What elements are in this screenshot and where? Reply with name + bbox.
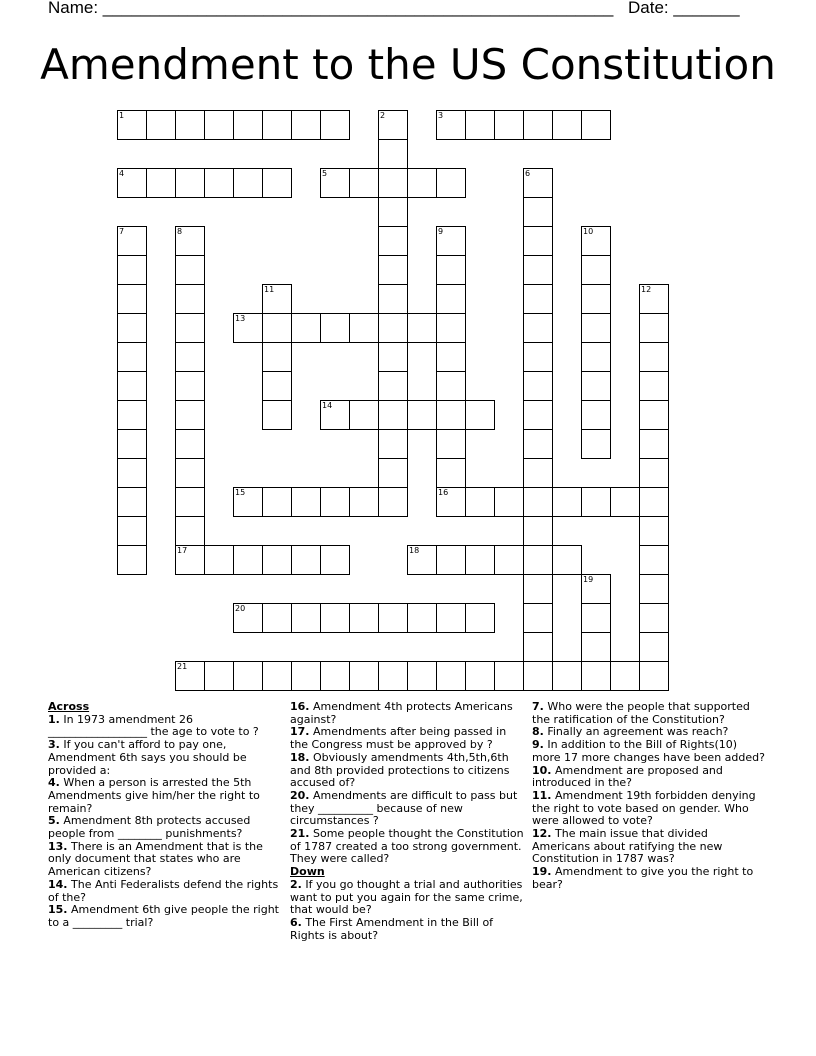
grid-cell[interactable] <box>436 313 466 343</box>
clue-number: 3 <box>438 111 444 120</box>
grid-cell[interactable] <box>204 545 234 575</box>
grid-cell[interactable] <box>552 545 582 575</box>
grid-cell[interactable] <box>378 371 408 401</box>
clue-text: The First Amendment in the Bill of Rights is about? <box>290 915 494 942</box>
clue-item <box>48 904 284 929</box>
clue-text: Amendment 6th give people the right to a _________ trial? <box>48 903 279 929</box>
grid-cell[interactable] <box>523 661 553 691</box>
grid-cell[interactable] <box>523 342 553 372</box>
grid-cell[interactable] <box>523 255 553 285</box>
grid-cell[interactable] <box>378 110 408 140</box>
grid-cell[interactable] <box>320 400 350 430</box>
clue-number-label: 14. <box>48 877 68 891</box>
clue-text: Amendment to give you the right to bear? <box>532 865 754 891</box>
grid-cell[interactable] <box>552 110 582 140</box>
grid-cell[interactable] <box>465 661 495 691</box>
grid-cell[interactable] <box>349 661 379 691</box>
grid-cell[interactable] <box>523 487 553 517</box>
grid-cell[interactable] <box>523 516 553 546</box>
grid-cell[interactable] <box>262 110 292 140</box>
grid-cell[interactable] <box>407 168 437 198</box>
grid-cell[interactable] <box>175 313 205 343</box>
clue-item <box>290 790 526 828</box>
grid-cell[interactable] <box>146 110 176 140</box>
clue-number: 19 <box>583 575 594 584</box>
grid-cell[interactable] <box>291 110 321 140</box>
grid-cell[interactable] <box>610 487 640 517</box>
grid-cell[interactable] <box>407 400 437 430</box>
grid-cell[interactable] <box>117 371 147 401</box>
clue-item <box>48 777 284 815</box>
clue-item <box>532 790 768 828</box>
grid-cell[interactable] <box>552 487 582 517</box>
clue-number: 10 <box>583 227 594 236</box>
grid-cell[interactable] <box>639 284 669 314</box>
grid-cell[interactable] <box>175 400 205 430</box>
clue-text: The main issue that divided Americans about ratifying the new Constitution in 1787 was? <box>532 827 723 866</box>
grid-cell[interactable] <box>117 284 147 314</box>
clue-text: Amendment 19th forbidden denying the right to vote based on gender. Who were allowed to vote? <box>532 788 756 828</box>
grid-cell[interactable] <box>523 371 553 401</box>
grid-cell[interactable] <box>175 661 205 691</box>
clue-number-label: 10. <box>532 763 552 777</box>
clue-number: 21 <box>177 662 188 671</box>
clue-item <box>48 739 284 777</box>
grid-cell[interactable] <box>494 487 524 517</box>
grid-cell[interactable] <box>320 487 350 517</box>
clue-number: 16 <box>438 488 449 497</box>
clue-number-label: 2. <box>290 877 302 891</box>
grid-cell[interactable] <box>233 603 263 633</box>
grid-cell[interactable] <box>146 168 176 198</box>
grid-cell[interactable] <box>320 661 350 691</box>
grid-cell[interactable] <box>378 603 408 633</box>
grid-cell[interactable] <box>378 284 408 314</box>
clue-text: Some people thought the Constitution of 1787 created a too strong government. They were called? <box>290 827 524 866</box>
grid-cell[interactable] <box>581 342 611 372</box>
grid-cell[interactable] <box>349 168 379 198</box>
clues-column-1 <box>48 701 284 930</box>
grid-cell[interactable] <box>320 168 350 198</box>
grid-cell[interactable] <box>581 110 611 140</box>
grid-cell[interactable] <box>436 458 466 488</box>
down-heading: Down <box>290 865 325 879</box>
clue-number-label: 1. <box>48 712 60 726</box>
grid-cell[interactable] <box>117 226 147 256</box>
grid-cell[interactable] <box>407 545 437 575</box>
clue-number-label: 6. <box>290 915 302 929</box>
clue-number-label: 7. <box>532 700 544 713</box>
clue-number: 18 <box>409 546 420 555</box>
grid-cell[interactable] <box>378 255 408 285</box>
grid-cell[interactable] <box>291 545 321 575</box>
grid-cell[interactable] <box>378 400 408 430</box>
grid-cell[interactable] <box>523 197 553 227</box>
grid-cell[interactable] <box>378 661 408 691</box>
clue-item <box>290 917 526 942</box>
grid-cell[interactable] <box>436 400 466 430</box>
name-field-label[interactable]: Name: ______________________________________________________ <box>48 0 614 17</box>
grid-cell[interactable] <box>233 487 263 517</box>
clue-item <box>532 701 768 726</box>
clues-column-2 <box>290 701 526 942</box>
grid-cell[interactable] <box>407 603 437 633</box>
grid-cell[interactable] <box>349 487 379 517</box>
grid-cell[interactable] <box>233 168 263 198</box>
grid-cell[interactable] <box>175 429 205 459</box>
clue-text: In addition to the Bill of Rights(10) more 17 more changes have been added? <box>532 738 765 764</box>
clue-number: 9 <box>438 227 444 236</box>
grid-cell[interactable] <box>175 545 205 575</box>
grid-cell[interactable] <box>581 603 611 633</box>
grid-cell[interactable] <box>581 371 611 401</box>
clue-number-label: 5. <box>48 814 60 828</box>
clue-text: Amendment 8th protects accused people from ________ punishments? <box>48 814 251 841</box>
clue-text: Amendments after being passed in the Congress must be approved by ? <box>290 725 507 752</box>
grid-cell[interactable] <box>233 313 263 343</box>
clue-number-label: 20. <box>290 788 310 802</box>
clue-number-label: 12. <box>532 827 552 841</box>
clue-text: Amendments are difficult to pass but they __________ because of new circumstances ? <box>290 788 518 828</box>
grid-cell[interactable] <box>262 284 292 314</box>
grid-cell[interactable] <box>436 255 466 285</box>
grid-cell[interactable] <box>378 487 408 517</box>
grid-cell[interactable] <box>639 371 669 401</box>
clue-item <box>48 815 284 840</box>
grid-cell[interactable] <box>262 545 292 575</box>
clue-item <box>532 866 768 891</box>
grid-cell[interactable] <box>407 313 437 343</box>
grid-cell[interactable] <box>523 632 553 662</box>
grid-cell[interactable] <box>581 574 611 604</box>
grid-cell[interactable] <box>349 400 379 430</box>
grid-cell[interactable] <box>581 284 611 314</box>
clue-text: Amendment 4th protects Americans against? <box>290 700 513 726</box>
clue-item <box>290 879 526 917</box>
grid-cell[interactable] <box>581 429 611 459</box>
grid-cell[interactable] <box>378 429 408 459</box>
grid-cell[interactable] <box>639 632 669 662</box>
clue-item <box>290 726 526 751</box>
grid-cell[interactable] <box>175 516 205 546</box>
grid-cell[interactable] <box>262 371 292 401</box>
grid-cell[interactable] <box>436 545 466 575</box>
clue-number-label: 21. <box>290 827 310 841</box>
grid-cell[interactable] <box>262 661 292 691</box>
grid-cell[interactable] <box>436 168 466 198</box>
grid-cell[interactable] <box>378 139 408 169</box>
grid-cell[interactable] <box>436 429 466 459</box>
grid-cell[interactable] <box>291 661 321 691</box>
clue-text: If you go thought a trial and authorities want to put you again for the same crime, that would be? <box>290 877 523 917</box>
clue-item <box>290 701 526 726</box>
clue-number: 20 <box>235 604 246 613</box>
grid-cell[interactable] <box>494 545 524 575</box>
clue-number-label: 18. <box>290 750 310 764</box>
clue-number-label: 15. <box>48 903 68 917</box>
grid-cell[interactable] <box>436 342 466 372</box>
grid-cell[interactable] <box>233 661 263 691</box>
grid-cell[interactable] <box>320 545 350 575</box>
grid-cell[interactable] <box>639 574 669 604</box>
grid-cell[interactable] <box>639 545 669 575</box>
grid-cell[interactable] <box>349 313 379 343</box>
clue-item <box>48 841 284 879</box>
grid-cell[interactable] <box>639 458 669 488</box>
grid-cell[interactable] <box>436 284 466 314</box>
clue-number-label: 19. <box>532 865 552 879</box>
grid-cell[interactable] <box>175 168 205 198</box>
grid-cell[interactable] <box>523 603 553 633</box>
clue-number-label: 11. <box>532 788 552 802</box>
grid-cell[interactable] <box>117 168 147 198</box>
grid-cell[interactable] <box>117 342 147 372</box>
grid-cell[interactable] <box>378 226 408 256</box>
grid-cell[interactable] <box>639 516 669 546</box>
grid-cell[interactable] <box>175 226 205 256</box>
clue-item <box>532 828 768 866</box>
clue-number: 13 <box>235 314 246 323</box>
grid-cell[interactable] <box>436 487 466 517</box>
grid-cell[interactable] <box>117 516 147 546</box>
clue-item <box>290 752 526 790</box>
grid-cell[interactable] <box>523 313 553 343</box>
grid-cell[interactable] <box>291 313 321 343</box>
grid-cell[interactable] <box>523 400 553 430</box>
clue-item <box>532 739 768 764</box>
grid-cell[interactable] <box>320 110 350 140</box>
grid-cell[interactable] <box>320 603 350 633</box>
grid-cell[interactable] <box>523 226 553 256</box>
grid-cell[interactable] <box>581 226 611 256</box>
clues-column-3 <box>532 701 768 892</box>
grid-cell[interactable] <box>465 603 495 633</box>
grid-cell[interactable] <box>610 661 640 691</box>
clue-number-label: 4. <box>48 776 60 790</box>
grid-cell[interactable] <box>465 545 495 575</box>
clue-text: There is an Amendment that is the only document that states who are American citizens? <box>48 839 263 879</box>
grid-cell[interactable] <box>320 313 350 343</box>
grid-cell[interactable] <box>436 110 466 140</box>
clue-number: 1 <box>119 111 125 120</box>
grid-cell[interactable] <box>523 110 553 140</box>
grid-cell[interactable] <box>378 168 408 198</box>
clue-number: 6 <box>525 169 531 178</box>
grid-cell[interactable] <box>117 255 147 285</box>
clue-text: Finally an agreement was reach? <box>543 725 729 739</box>
grid-cell[interactable] <box>581 255 611 285</box>
grid-cell[interactable] <box>552 661 582 691</box>
clue-number: 17 <box>177 546 188 555</box>
grid-cell[interactable] <box>523 545 553 575</box>
grid-cell[interactable] <box>262 400 292 430</box>
grid-cell[interactable] <box>407 661 437 691</box>
clue-number-label: 13. <box>48 839 68 853</box>
clue-number-label: 3. <box>48 738 60 752</box>
clue-text: Amendment are proposed and introduced in the? <box>532 763 723 790</box>
grid-cell[interactable] <box>262 313 292 343</box>
grid-cell[interactable] <box>465 487 495 517</box>
clue-text: Who were the people that supported the ratification of the Constitution? <box>532 700 750 726</box>
grid-cell[interactable] <box>436 226 466 256</box>
clue-number-label: 8. <box>532 725 544 739</box>
grid-cell[interactable] <box>523 284 553 314</box>
grid-cell[interactable] <box>233 545 263 575</box>
grid-cell[interactable] <box>175 342 205 372</box>
grid-cell[interactable] <box>465 400 495 430</box>
grid-cell[interactable] <box>523 458 553 488</box>
clue-number: 14 <box>322 401 333 410</box>
grid-cell[interactable] <box>639 342 669 372</box>
clue-number: 2 <box>380 111 386 120</box>
grid-cell[interactable] <box>639 400 669 430</box>
grid-cell[interactable] <box>175 255 205 285</box>
grid-cell[interactable] <box>436 661 466 691</box>
grid-cell[interactable] <box>436 371 466 401</box>
clue-text: If you can't afford to pay one, Amendment 6th says you should be provided a: <box>48 738 247 777</box>
grid-cell[interactable] <box>523 429 553 459</box>
grid-cell[interactable] <box>117 110 147 140</box>
grid-cell[interactable] <box>639 487 669 517</box>
clue-number: 7 <box>119 227 125 236</box>
grid-cell[interactable] <box>639 429 669 459</box>
clue-number: 11 <box>264 285 275 294</box>
clue-number: 4 <box>119 169 125 178</box>
grid-cell[interactable] <box>175 284 205 314</box>
grid-cell[interactable] <box>262 487 292 517</box>
clue-number: 8 <box>177 227 183 236</box>
grid-cell[interactable] <box>117 545 147 575</box>
grid-cell[interactable] <box>117 487 147 517</box>
clue-number: 12 <box>641 285 652 294</box>
clue-item <box>532 765 768 790</box>
grid-cell[interactable] <box>175 110 205 140</box>
grid-cell[interactable] <box>175 371 205 401</box>
clue-item <box>48 879 284 904</box>
grid-cell[interactable] <box>204 168 234 198</box>
grid-cell[interactable] <box>436 603 466 633</box>
date-field-label[interactable]: Date: _______ <box>628 0 740 17</box>
grid-cell[interactable] <box>175 487 205 517</box>
clue-text: Obviously amendments 4th,5th,6th and 8th provided protections to citizens accused of? <box>290 750 510 790</box>
grid-cell[interactable] <box>262 168 292 198</box>
grid-cell[interactable] <box>117 313 147 343</box>
grid-cell[interactable] <box>117 429 147 459</box>
grid-cell[interactable] <box>523 168 553 198</box>
grid-cell[interactable] <box>581 487 611 517</box>
grid-cell[interactable] <box>117 458 147 488</box>
clue-item <box>48 714 284 739</box>
grid-cell[interactable] <box>291 487 321 517</box>
grid-cell[interactable] <box>349 603 379 633</box>
grid-cell[interactable] <box>581 313 611 343</box>
clue-number: 5 <box>322 169 328 178</box>
page-title: Amendment to the US Constitution <box>40 40 776 89</box>
clue-text: In 1973 amendment 26 __________________ the age to vote to ? <box>48 712 259 739</box>
clue-text: When a person is arrested the 5th Amendments give him/her the right to remain? <box>48 776 260 815</box>
grid-cell[interactable] <box>581 661 611 691</box>
grid-cell[interactable] <box>465 110 495 140</box>
grid-cell[interactable] <box>262 342 292 372</box>
grid-cell[interactable] <box>262 603 292 633</box>
grid-cell[interactable] <box>494 661 524 691</box>
grid-cell[interactable] <box>639 313 669 343</box>
grid-cell[interactable] <box>581 400 611 430</box>
clue-number-label: 17. <box>290 725 310 739</box>
grid-cell[interactable] <box>581 632 611 662</box>
grid-cell[interactable] <box>204 110 234 140</box>
grid-cell[interactable] <box>175 458 205 488</box>
clue-number-label: 16. <box>290 700 310 713</box>
clue-text: The Anti Federalists defend the rights of the? <box>48 877 279 904</box>
across-heading: Across <box>48 700 90 713</box>
grid-cell[interactable] <box>291 603 321 633</box>
clue-number-label: 9. <box>532 738 544 752</box>
grid-cell[interactable] <box>378 313 408 343</box>
grid-cell[interactable] <box>378 197 408 227</box>
grid-cell[interactable] <box>117 400 147 430</box>
grid-cell[interactable] <box>639 661 669 691</box>
grid-cell[interactable] <box>494 110 524 140</box>
grid-cell[interactable] <box>204 661 234 691</box>
grid-cell[interactable] <box>639 603 669 633</box>
clue-number: 15 <box>235 488 246 497</box>
grid-cell[interactable] <box>378 458 408 488</box>
grid-cell[interactable] <box>378 342 408 372</box>
grid-cell[interactable] <box>233 110 263 140</box>
grid-cell[interactable] <box>523 574 553 604</box>
clue-item <box>290 828 526 866</box>
